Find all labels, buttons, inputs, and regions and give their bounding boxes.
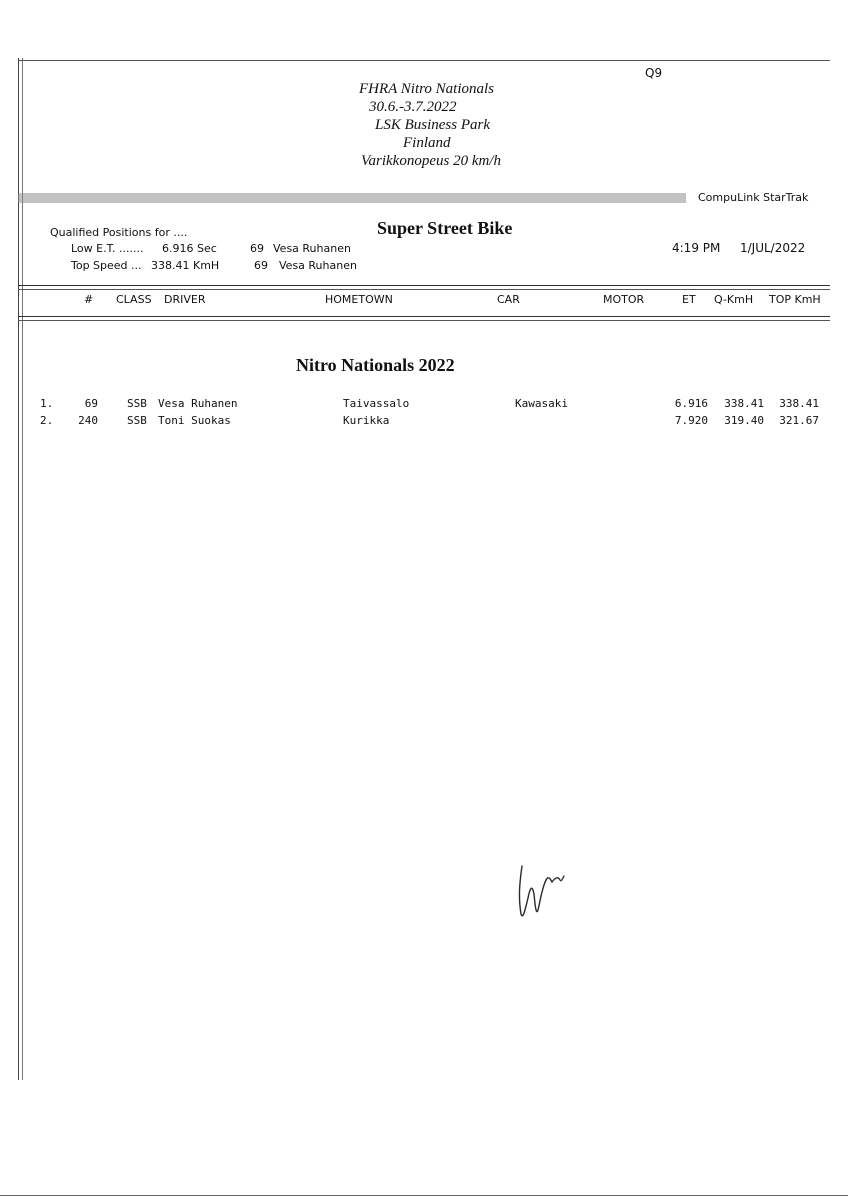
system-name: CompuLink StarTrak <box>698 191 809 204</box>
col-header-car: CAR <box>497 293 520 306</box>
row-qkmh: 338.41 <box>724 397 764 410</box>
col-header-number: # <box>84 293 94 306</box>
top-speed-value: 338.41 KmH <box>151 259 220 272</box>
col-header-hometown: HOMETOWN <box>325 293 393 306</box>
row-position: 1. <box>40 397 54 410</box>
sheet-code: Q9 <box>645 66 663 80</box>
qualified-heading: Qualified Positions for .... <box>50 226 188 239</box>
event-venue: LSK Business Park <box>375 117 491 133</box>
top-speed-label: Top Speed ... <box>71 259 142 272</box>
row-class: SSB <box>127 397 147 410</box>
class-title: Super Street Bike <box>377 218 513 238</box>
row-car: Kawasaki <box>515 397 568 410</box>
col-header-qkmh: Q-KmH <box>714 293 754 306</box>
row-driver: Vesa Ruhanen <box>158 397 238 410</box>
low-et-driver: Vesa Ruhanen <box>273 242 351 255</box>
low-et-number: 69 <box>250 242 264 255</box>
low-et-label: Low E.T. ....... <box>71 242 144 255</box>
col-header-class: CLASS <box>116 293 152 306</box>
row-et: 6.916 <box>674 397 708 410</box>
row-hometown: Taivassalo <box>343 397 410 410</box>
top-speed-driver: Vesa Ruhanen <box>279 259 357 272</box>
row-class: SSB <box>127 414 147 427</box>
event-header <box>330 80 550 170</box>
row-number: 240 <box>78 414 98 427</box>
page-border-left <box>18 58 19 1080</box>
top-speed-number: 69 <box>254 259 268 272</box>
event-pit-speed: Varikkonopeus 20 km/h <box>361 153 501 169</box>
col-header-et: ET <box>682 293 696 306</box>
header-rule-bottom <box>18 316 830 321</box>
row-number: 69 <box>84 397 98 410</box>
row-qkmh: 319.40 <box>724 414 764 427</box>
low-et-value: 6.916 Sec <box>162 242 217 255</box>
col-header-driver: DRIVER <box>164 293 206 306</box>
row-topkmh: 321.67 <box>779 414 819 427</box>
page-border-left-inner <box>22 58 23 1080</box>
event-dates: 30.6.-3.7.2022 <box>369 99 457 115</box>
section-title: Nitro Nationals 2022 <box>296 355 455 375</box>
row-et: 7.920 <box>674 414 708 427</box>
table-row <box>0 397 848 413</box>
bottom-rule <box>0 1195 848 1196</box>
col-header-motor: MOTOR <box>603 293 645 306</box>
report-date: 1/JUL/2022 <box>740 241 806 255</box>
row-driver: Toni Suokas <box>158 414 231 427</box>
header-rule-top <box>18 285 830 290</box>
table-row <box>0 414 848 430</box>
col-header-topkmh: TOP KmH <box>769 293 821 306</box>
dotted-band <box>18 193 686 203</box>
row-topkmh: 338.41 <box>779 397 819 410</box>
report-time: 4:19 PM <box>672 241 721 255</box>
top-rule <box>18 60 830 61</box>
event-name: FHRA Nitro Nationals <box>359 81 495 97</box>
row-position: 2. <box>40 414 54 427</box>
signature-mark <box>512 858 576 924</box>
row-hometown: Kurikka <box>343 414 390 427</box>
event-country: Finland <box>403 135 451 151</box>
